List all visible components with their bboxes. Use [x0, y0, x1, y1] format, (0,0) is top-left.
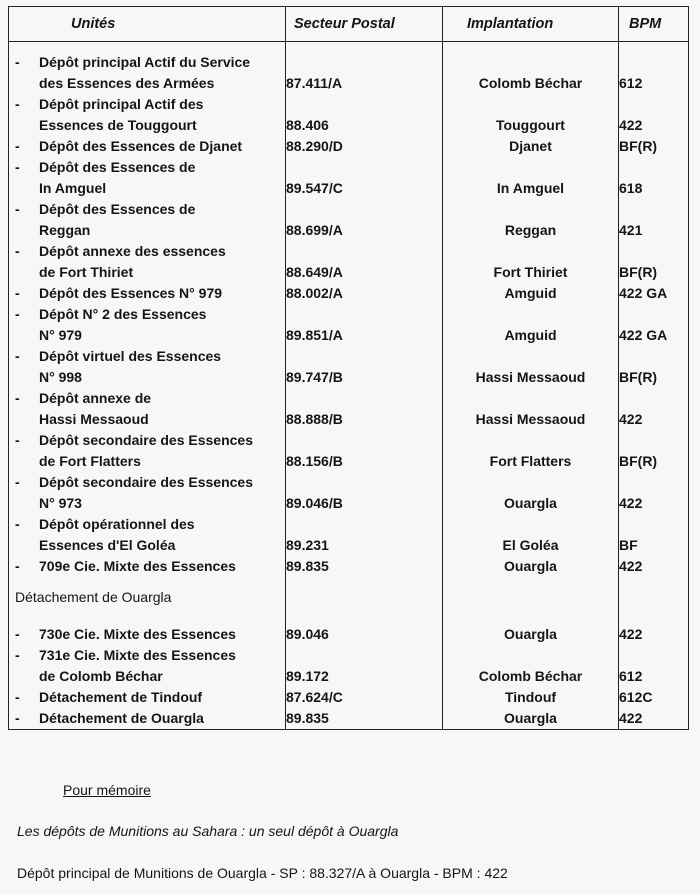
unit-cell	[9, 304, 286, 346]
table-header-row	[9, 7, 689, 42]
unit-cell	[9, 687, 286, 708]
list-dash: -	[15, 348, 20, 364]
list-dash: -	[15, 432, 20, 448]
secteur-postal-value: 89.046/B	[286, 472, 443, 514]
unit-name: Dépôt principal Actif du Service des Essences des Armées	[39, 54, 251, 91]
implantation-value: Ouargla	[443, 472, 619, 514]
section-row	[9, 577, 689, 624]
unit-name: Dépôt secondaire des Essences N° 973	[39, 474, 253, 511]
table-row	[9, 388, 689, 430]
bpm-value: 422	[619, 472, 689, 514]
secteur-postal-value: 89.231	[286, 514, 443, 556]
table-row	[9, 687, 689, 708]
implantation-value: Hassi Messaoud	[443, 346, 619, 388]
list-dash: -	[15, 243, 20, 259]
unit-name: Détachement de Ouargla	[39, 710, 204, 726]
secteur-postal-value: 89.172	[286, 645, 443, 687]
list-dash: -	[15, 54, 20, 70]
bpm-value: 612	[619, 645, 689, 687]
implantation-value: Fort Thiriet	[443, 241, 619, 283]
unit-cell	[9, 94, 286, 136]
unit-cell	[9, 346, 286, 388]
table-row	[9, 94, 689, 136]
bpm-value: 612	[619, 42, 689, 95]
unit-name: Dépôt principal Actif des Essences de Touggourt	[39, 96, 204, 133]
unit-name: Dépôt annexe de Hassi Messaoud	[39, 390, 152, 427]
list-dash: -	[15, 626, 20, 642]
table-row	[9, 346, 689, 388]
bpm-value: BF(R)	[619, 430, 689, 472]
secteur-postal-value: 88.888/B	[286, 388, 443, 430]
unit-cell	[9, 136, 286, 157]
unit-name: Dépôt secondaire des Essences de Fort Flatters	[39, 432, 253, 469]
unit-cell	[9, 645, 286, 687]
table-row	[9, 136, 689, 157]
bpm-value: 618	[619, 157, 689, 199]
unit-cell	[9, 472, 286, 514]
munitions-note: Les dépôts de Munitions au Sahara : un seul dépôt à Ouargla	[17, 823, 399, 839]
implantation-value: Hassi Messaoud	[443, 388, 619, 430]
secteur-postal-value: 88.406	[286, 94, 443, 136]
list-dash: -	[15, 138, 20, 154]
table-body	[9, 42, 689, 730]
bpm-value: 422 GA	[619, 304, 689, 346]
unit-name: Dépôt annexe des essences de Fort Thiriet	[39, 243, 226, 280]
table-row	[9, 514, 689, 556]
table-row	[9, 42, 689, 95]
table-row	[9, 624, 689, 645]
secteur-postal-value: 87.624/C	[286, 687, 443, 708]
header-implantation: Implantation	[443, 7, 619, 42]
list-dash: -	[15, 647, 20, 663]
table-row	[9, 241, 689, 283]
unit-name: Dépôt des Essences de In Amguel	[39, 159, 196, 196]
table-row	[9, 556, 689, 577]
implantation-value: Tindouf	[443, 687, 619, 708]
unit-cell	[9, 283, 286, 304]
secteur-postal-value: 88.156/B	[286, 430, 443, 472]
unit-name: Dépôt N° 2 des Essences N° 979	[39, 306, 207, 343]
header-secteur-postal: Secteur Postal	[286, 7, 443, 42]
unit-cell	[9, 624, 286, 645]
secteur-postal-value: 89.046	[286, 624, 443, 645]
implantation-value: Amguid	[443, 283, 619, 304]
list-dash: -	[15, 306, 20, 322]
secteur-postal-value: 89.835	[286, 556, 443, 577]
list-dash: -	[15, 159, 20, 175]
list-dash: -	[15, 558, 20, 574]
implantation-value: In Amguel	[443, 157, 619, 199]
unit-name: Dépôt des Essences de Reggan	[39, 201, 196, 238]
header-bpm: BPM	[619, 7, 689, 42]
implantation-value: Ouargla	[443, 624, 619, 645]
secteur-postal-value: 88.290/D	[286, 136, 443, 157]
memo-heading: Pour mémoire	[63, 782, 151, 798]
implantation-value: El Goléa	[443, 514, 619, 556]
table-row	[9, 283, 689, 304]
munitions-depot-line: Dépôt principal de Munitions de Ouargla - SP : 88.327/A à Ouargla - BPM : 422	[17, 865, 508, 881]
units-table	[8, 6, 689, 730]
implantation-value: Amguid	[443, 304, 619, 346]
secteur-postal-value: 89.835	[286, 708, 443, 730]
implantation-value: Fort Flatters	[443, 430, 619, 472]
secteur-postal-value: 87.411/A	[286, 42, 443, 95]
unit-name: Détachement de Tindouf	[39, 689, 203, 705]
bpm-value: 422 GA	[619, 283, 689, 304]
table-row	[9, 157, 689, 199]
table-row	[9, 472, 689, 514]
bpm-value: BF	[619, 514, 689, 556]
section-cell	[9, 577, 286, 624]
table-row	[9, 708, 689, 730]
list-dash: -	[15, 96, 20, 112]
unit-cell	[9, 388, 286, 430]
unit-cell	[9, 556, 286, 577]
list-dash: -	[15, 285, 20, 301]
bpm-value: 421	[619, 199, 689, 241]
unit-name: Dépôt opérationnel des Essences d'El Goléa	[39, 516, 195, 553]
bpm-value: 422	[619, 556, 689, 577]
secteur-postal-value: 88.699/A	[286, 199, 443, 241]
implantation-value: Ouargla	[443, 708, 619, 730]
unit-name: 730e Cie. Mixte des Essences	[39, 626, 236, 642]
unit-cell	[9, 199, 286, 241]
table-row	[9, 645, 689, 687]
implantation-value: Djanet	[443, 136, 619, 157]
list-dash: -	[15, 474, 20, 490]
bpm-value: BF(R)	[619, 346, 689, 388]
unit-cell	[9, 241, 286, 283]
list-dash: -	[15, 390, 20, 406]
secteur-postal-value: 89.547/C	[286, 157, 443, 199]
unit-name: Dépôt des Essences de Djanet	[39, 138, 243, 154]
implantation-value: Touggourt	[443, 94, 619, 136]
list-dash: -	[15, 689, 20, 705]
bpm-value: 422	[619, 624, 689, 645]
secteur-postal-value: 88.002/A	[286, 283, 443, 304]
bpm-value: 612C	[619, 687, 689, 708]
table-row	[9, 199, 689, 241]
section-label: Détachement de Ouargla	[15, 589, 172, 605]
implantation-value: Ouargla	[443, 556, 619, 577]
unit-name: 731e Cie. Mixte des Essences de Colomb Béchar	[39, 647, 236, 684]
implantation-value: Colomb Béchar	[443, 42, 619, 95]
header-unites: Unités	[9, 7, 286, 42]
bpm-value: 422	[619, 94, 689, 136]
unit-name: Dépôt virtuel des Essences N° 998	[39, 348, 222, 385]
bpm-value: BF(R)	[619, 136, 689, 157]
implantation-value: Colomb Béchar	[443, 645, 619, 687]
unit-cell	[9, 157, 286, 199]
unit-name: Dépôt des Essences N° 979	[39, 285, 223, 301]
secteur-postal-value: 88.649/A	[286, 241, 443, 283]
secteur-postal-value: 89.747/B	[286, 346, 443, 388]
unit-cell	[9, 430, 286, 472]
list-dash: -	[15, 516, 20, 532]
unit-cell	[9, 514, 286, 556]
secteur-postal-value: 89.851/A	[286, 304, 443, 346]
bpm-value: 422	[619, 708, 689, 730]
unit-cell	[9, 708, 286, 730]
list-dash: -	[15, 710, 20, 726]
bpm-value: BF(R)	[619, 241, 689, 283]
table-row	[9, 430, 689, 472]
list-dash: -	[15, 201, 20, 217]
unit-name: 709e Cie. Mixte des Essences	[39, 558, 236, 574]
unit-cell	[9, 42, 286, 95]
table-row	[9, 304, 689, 346]
implantation-value: Reggan	[443, 199, 619, 241]
bpm-value: 422	[619, 388, 689, 430]
